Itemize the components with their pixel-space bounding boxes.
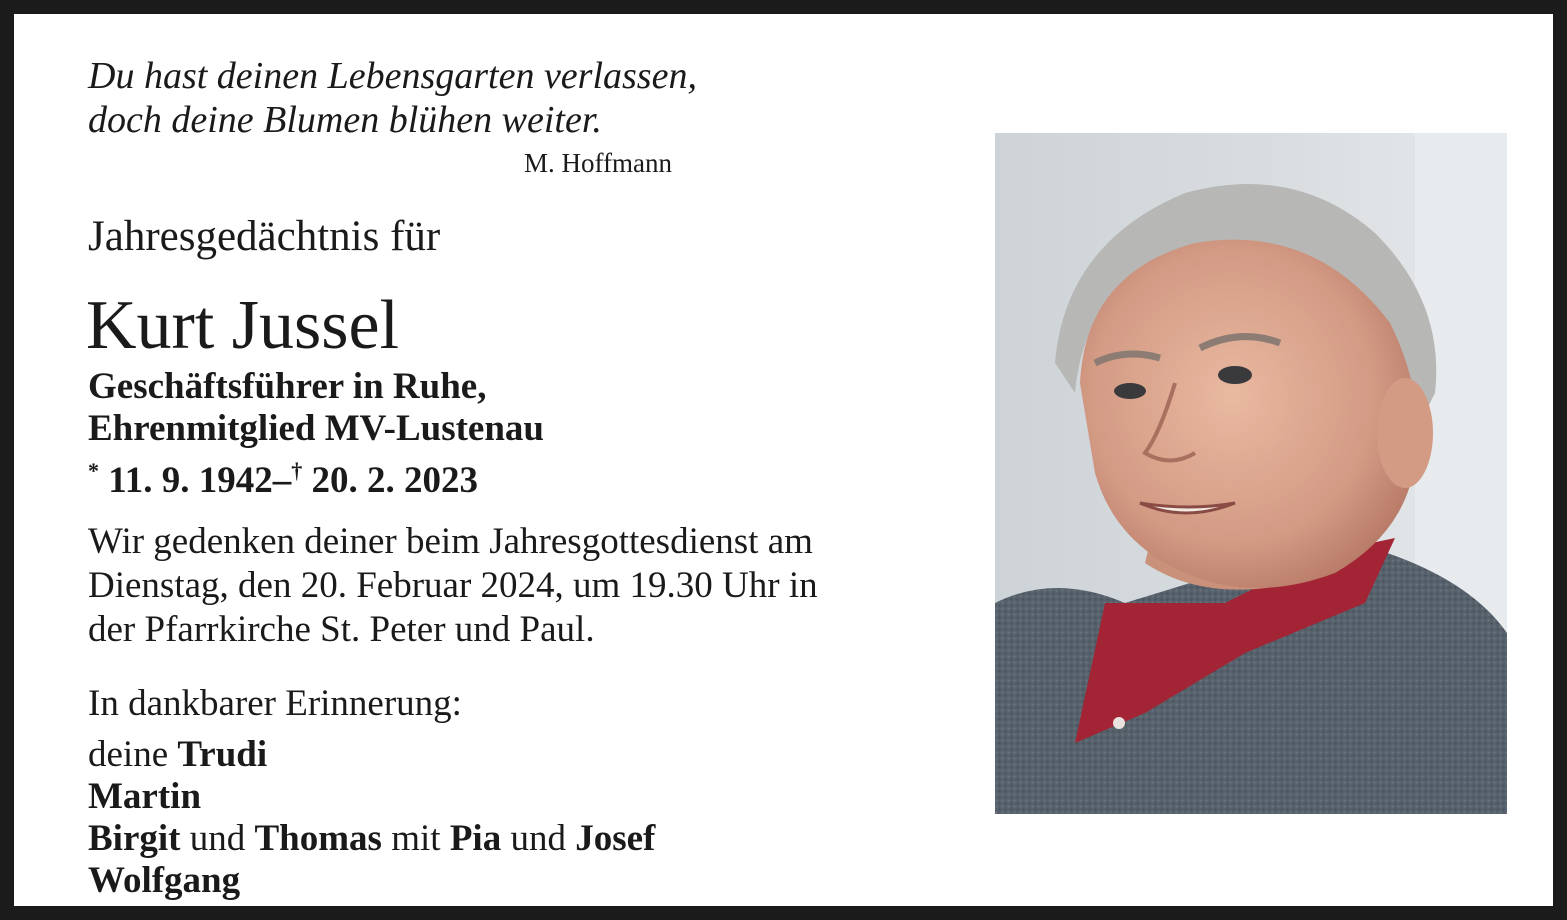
family-line-2 — [88, 776, 655, 818]
family-name-pia: Pia — [449, 818, 502, 859]
deceased-name: Kurt Jussel — [86, 287, 400, 364]
family-name-wolfgang: Wolfgang — [88, 860, 241, 901]
service-announcement — [88, 520, 968, 652]
family-conjunction: mit — [391, 818, 441, 859]
memorial-intro: Jahresgedächtnis für — [88, 213, 441, 260]
family-name-thomas: Thomas — [254, 818, 382, 859]
memorial-quote — [88, 54, 697, 142]
portrait-photo — [995, 133, 1507, 814]
death-symbol: † — [291, 458, 303, 483]
family-name-martin: Martin — [88, 776, 202, 817]
family-name-josef: Josef — [575, 818, 656, 859]
ear-shape — [1377, 378, 1433, 488]
birth-symbol: * — [88, 458, 99, 483]
service-line-2: Dienstag, den 20. Februar 2024, um 19.30 Uhr in — [88, 565, 818, 606]
memory-line: In dankbarer Erinnerung: — [88, 683, 462, 724]
family-conjunction: und — [189, 818, 246, 859]
life-dates — [88, 450, 544, 502]
family-name-trudi: Trudi — [177, 734, 268, 775]
quote-author: M. Hoffmann — [524, 148, 672, 178]
left-eye — [1114, 383, 1146, 399]
quote-line-1: Du hast deinen Lebensgarten verlassen, — [88, 55, 697, 97]
title-line-1: Geschäftsführer in Ruhe, — [88, 366, 487, 407]
family-name-birgit: Birgit — [88, 818, 181, 859]
quote-line-2: doch deine Blumen blühen weiter. — [88, 99, 602, 141]
right-eye — [1218, 366, 1252, 384]
family-prefix: deine — [88, 734, 169, 775]
portrait-illustration — [995, 133, 1507, 814]
birth-date: 11. 9. 1942 — [108, 460, 273, 501]
family-line-1 — [88, 734, 655, 776]
deceased-titles — [88, 366, 544, 502]
family-conjunction: und — [510, 818, 566, 859]
date-separator: – — [272, 460, 292, 501]
title-line-2: Ehrenmitglied MV-Lustenau — [88, 408, 545, 449]
service-line-3: der Pfarrkirche St. Peter und Paul. — [88, 609, 595, 650]
death-date: 20. 2. 2023 — [311, 460, 478, 501]
family-signatures — [88, 734, 655, 902]
service-line-1: Wir gedenken deiner beim Jahresgottesdienst am — [88, 521, 813, 562]
shirt-button — [1113, 717, 1125, 729]
family-line-4 — [88, 860, 655, 902]
family-line-3 — [88, 818, 655, 860]
